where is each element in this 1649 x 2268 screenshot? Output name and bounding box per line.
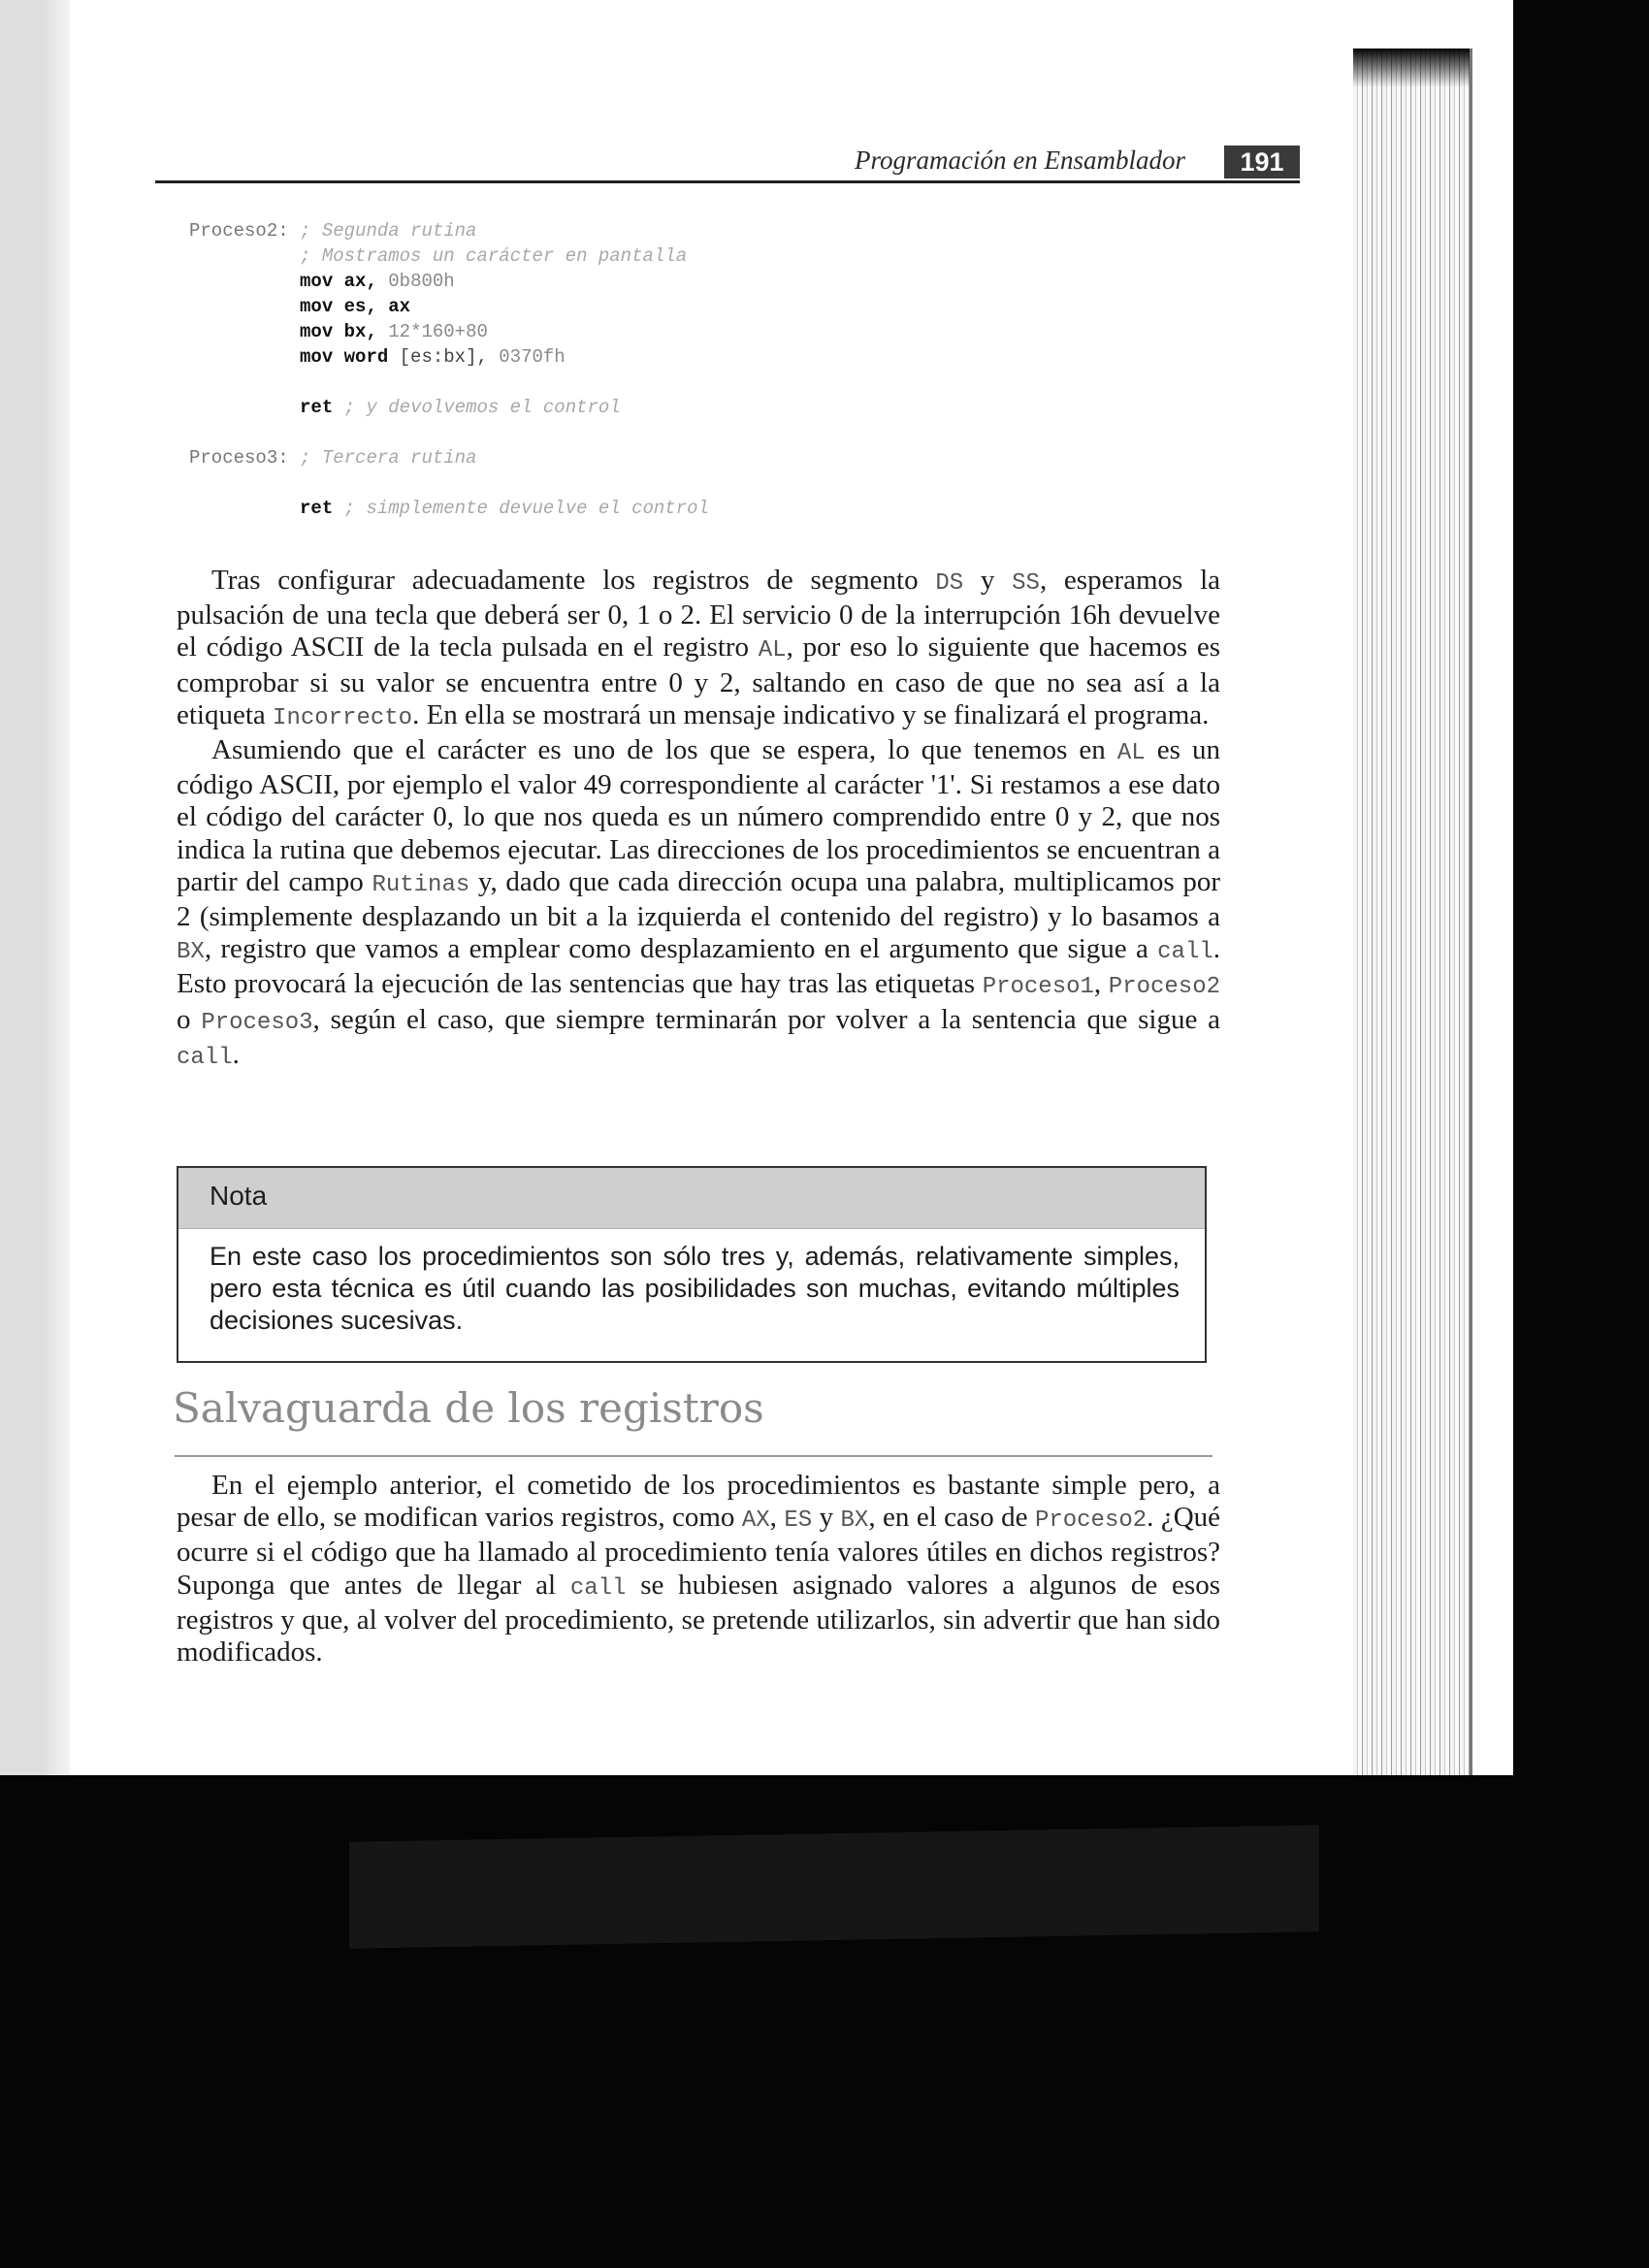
inline-code: Proceso3 — [201, 1009, 313, 1036]
running-header — [155, 146, 1300, 183]
text-run: Tras configurar adecuadamente los registros de segmento — [211, 565, 936, 596]
text-run: , por eso lo siguiente que hacemos es comprobar si su valor se encuentra entre 0 y 2, saltando en caso de que no sea así a la etiqueta — [177, 632, 1220, 730]
code-comment: ; y devolvemos el control — [343, 397, 621, 418]
note-header — [178, 1168, 1205, 1229]
code-label: Proceso3: — [189, 447, 289, 469]
code-label: Proceso2: — [189, 220, 289, 242]
inline-code: Incorrecto — [273, 704, 413, 731]
text-run: , según el caso, que siempre terminarán por volver a la sentencia que sigue a — [312, 1003, 1221, 1035]
text-run: . ¿Qué ocurre si el código que ha llamado al procedimiento tenía valores útiles en dichos registros? Suponga que antes de llegar al — [177, 1502, 1221, 1601]
inline-code: BX — [177, 939, 205, 966]
text-run: se hubiesen asignado valores a algunos de esos registros y que, al volver del procedimiento, se pretende utilizarlos, sin advertir que han sido modificados. — [177, 1569, 1220, 1669]
paragraph-3 — [177, 1470, 1220, 1669]
scan-right-background — [1513, 0, 1649, 1775]
text-run: , esperamos la pulsación de una tecla que deberá ser 0, 1 o 2. El servicio 0 de la interrupción 16h devuelve el código ASCII de la tecla pulsada en el registro — [177, 565, 1220, 664]
text-run: o — [177, 1003, 202, 1035]
code-comment: ; Tercera rutina — [300, 447, 477, 469]
inline-code: AX — [741, 1507, 770, 1535]
text-run: , — [1093, 968, 1109, 1000]
text-run: . En ella se mostrará un mensaje indicativo y se finalizará el programa. — [412, 698, 1210, 730]
code-comment: ; simplemente devuelve el control — [343, 498, 709, 519]
section-heading: Salvaguarda de los registros — [173, 1384, 764, 1432]
section-rule — [175, 1455, 1212, 1457]
inline-code: Proceso1 — [982, 974, 1094, 1001]
text-run: y, dado que cada dirección ocupa una palabra, multiplicamos por 2 (simplemente desplazando un bit a la izquierda el contenido del registro) y lo basamos a — [177, 865, 1221, 933]
text-run: Asumiendo que el carácter es uno de los que se espera, lo que tenemos en — [211, 734, 1117, 766]
code-instruction: mov bx, — [300, 321, 377, 342]
paragraph-2 — [177, 734, 1220, 1074]
inline-code: call — [177, 1044, 233, 1071]
text-run: . — [232, 1038, 240, 1070]
inline-code: Proceso2 — [1108, 974, 1220, 1001]
book-page-edges — [1353, 49, 1472, 1785]
code-comment: ; Segunda rutina — [300, 220, 477, 242]
scan-bottom-background — [0, 1775, 1649, 2268]
code-instruction: ret — [300, 397, 334, 418]
inline-code: AL — [1116, 740, 1146, 767]
page-number: 191 — [1224, 146, 1300, 178]
text-run: , registro que vamos a emplear como desplazamiento en el argumento que sigue a — [204, 933, 1158, 965]
text-run: . Esto provocará la ejecución de las sentencias que hay tras las etiquetas — [177, 933, 1220, 1000]
inline-code: BX — [840, 1507, 869, 1535]
inline-code: call — [569, 1574, 627, 1602]
text-run: En el ejemplo anterior, el cometido de los procedimientos es bastante simple pero, a pesar de ello, se modifican varios registros, como — [177, 1470, 1220, 1534]
text-run: , — [769, 1502, 785, 1534]
paragraph-1 — [177, 565, 1220, 734]
inline-code: Proceso2 — [1034, 1507, 1148, 1535]
code-operand: 12*160+80 — [388, 321, 488, 342]
note-box — [177, 1166, 1207, 1363]
text-run: y — [812, 1502, 841, 1534]
code-operand: 0370fh — [499, 346, 566, 368]
code-operand: 0b800h — [388, 271, 455, 292]
running-title: Programación en Ensamblador — [855, 146, 1185, 175]
inline-code: Rutinas — [372, 871, 470, 898]
code-comment: ; Mostramos un carácter en pantalla — [300, 245, 688, 267]
code-instruction: mov word — [300, 346, 389, 368]
inline-code: SS — [1012, 570, 1040, 597]
note-text: En este caso los procedimientos son sólo tres y, además, relativamente simples, pero esta técnica es útil cuando las posibilidades son muchas, evitando múltiples decisiones sucesivas. — [210, 1242, 1180, 1335]
code-instruction: mov ax, — [300, 271, 377, 292]
text-run: y — [963, 565, 1013, 596]
text-run: , en el caso de — [868, 1502, 1035, 1534]
code-operand: [es:bx], — [399, 346, 488, 368]
code-instruction: mov es, ax — [300, 296, 411, 317]
note-title: Nota — [210, 1181, 268, 1211]
body-paragraphs-2 — [177, 1470, 1220, 1669]
code-listing — [189, 218, 709, 521]
inline-code: AL — [758, 637, 787, 664]
text-run: es un código ASCII, por ejemplo el valor 49 correspondiente al carácter '1'. Si restamos a ese dato el código del carácter 0, lo que nos queda es un número comprendido entre 0 y 2, que nos indica la rutina que debemos ejecutar. Las direcciones de los procedimientos se encuentran a partir del campo — [177, 734, 1220, 897]
inline-code: DS — [935, 570, 964, 597]
body-paragraphs-1 — [177, 565, 1220, 1074]
inline-code: ES — [784, 1507, 813, 1535]
code-instruction: ret — [300, 498, 334, 519]
inline-code: call — [1157, 939, 1213, 966]
